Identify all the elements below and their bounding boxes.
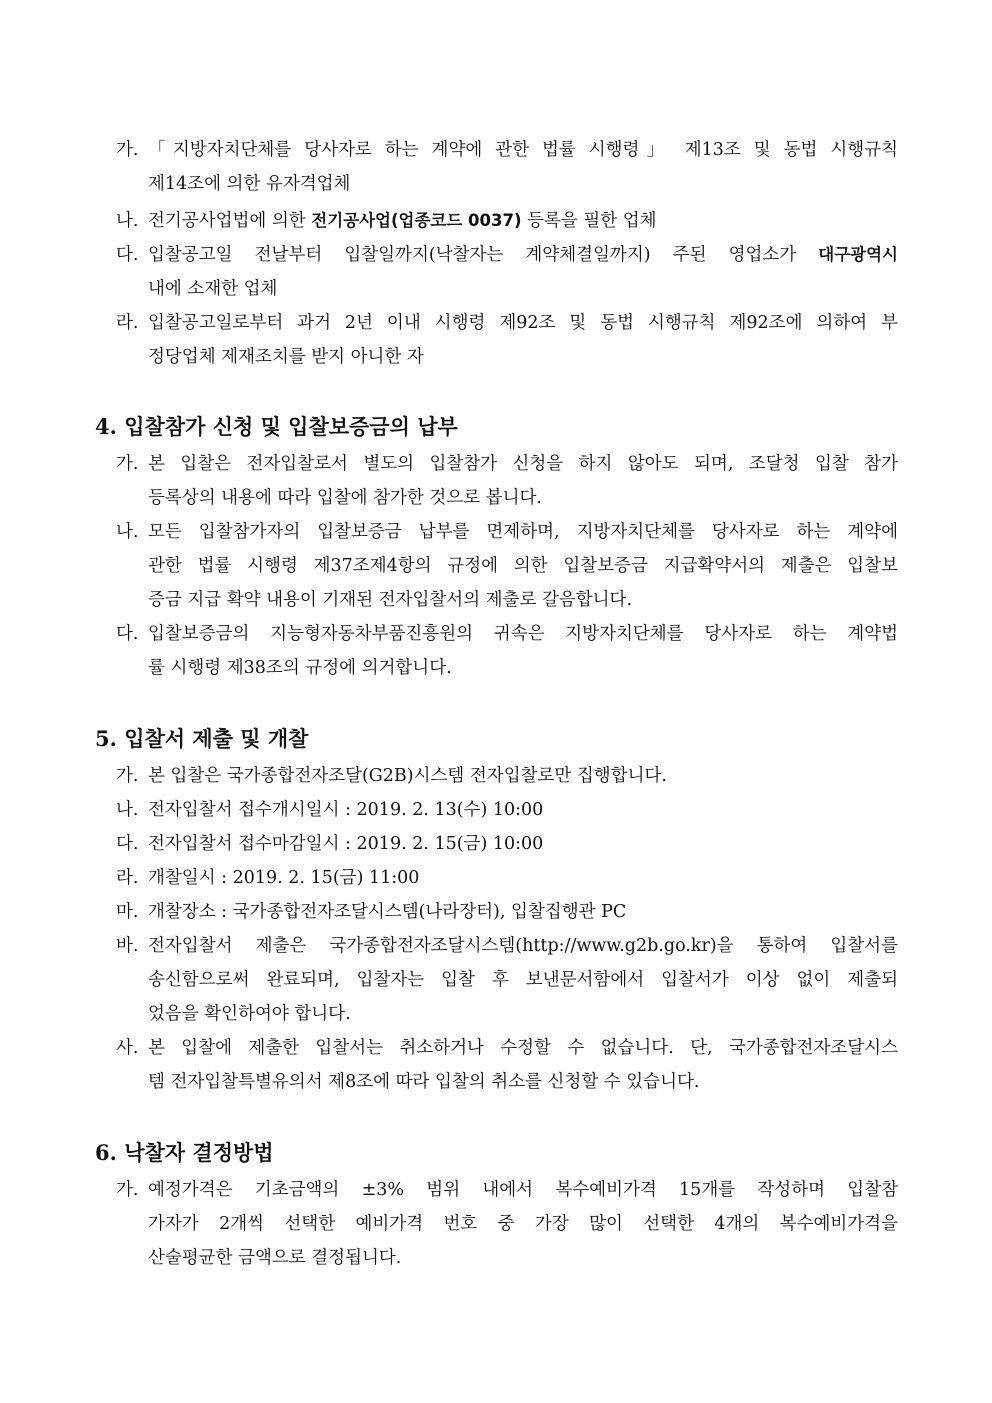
item-text-cont: 등록상의 내용에 따라 입찰에 참가한 것으로 봅니다. [148, 488, 542, 508]
s5-item-sa [116, 1031, 898, 1099]
item-text-cont: 었음을 확인하여야 합니다. [148, 1004, 351, 1024]
item-label: 가. [116, 454, 139, 474]
item-text-cont: 증금 지급 확약 내용이 기재된 전자입찰서의 제출로 갈음합니다. [148, 590, 633, 610]
item-text-cont: 내에 소재한 업체 [148, 279, 278, 299]
item-text: 전자입찰서 제출은 국가종합전자조달시스템(http://www.g2b.go.kr)을 통하여 입찰서를 [148, 936, 898, 956]
item-text: 전기공사업법에 의한 전기공사업(업종코드 0037) 등록을 필한 업체 [148, 211, 657, 231]
item-label: 마. [116, 902, 139, 922]
s5-item-na [116, 793, 898, 827]
item-text: 개찰일시 : 2019. 2. 15(금) 11:00 [148, 868, 420, 888]
item-text: 본 입찰은 국가종합전자조달(G2B)시스템 전자입찰로만 집행합니다. [148, 766, 667, 786]
item-text: 모든 입찰참가자의 입찰보증금 납부를 면제하며, 지방자치단체를 당사자로 하는 계약에 [148, 522, 898, 542]
s4-item-ga [116, 447, 898, 515]
item-text: 개찰장소 : 국가종합전자조달시스템(나라장터), 입찰집행관 PC [148, 902, 627, 922]
item-text: 전자입찰서 접수마감일시 : 2019. 2. 15(금) 10:00 [148, 834, 544, 854]
item-text: 본 입찰은 전자입찰로서 별도의 입찰참가 신청을 하지 않아도 되며, 조달청 입찰 참가 [148, 454, 898, 474]
item-text: 예정가격은 기초금액의 ±3% 범위 내에서 복수예비가격 15개를 작성하며 입찰참 [148, 1180, 898, 1200]
item-text-cont: 률 시행령 제38조의 규정에 의거합니다. [148, 658, 452, 678]
bold-text: 전기공사업(업종코드 0037) [311, 211, 522, 230]
bold-text: 대구광역시 [818, 245, 898, 264]
item-label: 가. [116, 1180, 139, 1200]
section-4-title: 4. 입찰참가 신청 및 입찰보증금의 납부 [95, 414, 458, 439]
item-text: 「지방자치단체를 당사자로 하는 계약에 관한 법률 시행령」 제13조 및 동법 시행규칙 [148, 140, 898, 160]
item-label: 라. [116, 868, 139, 888]
item-label: 나. [116, 211, 139, 231]
s5-item-ma [116, 895, 898, 929]
item-text-cont: 제14조에 의한 유자격업체 [148, 174, 351, 194]
s3-item-da [116, 238, 898, 306]
s3-item-ra [116, 306, 898, 374]
item-label: 라. [116, 313, 139, 333]
item-label: 가. [116, 766, 139, 786]
item-label: 바. [116, 936, 139, 956]
item-text: 입찰보증금의 지능형자동차부품진흥원의 귀속은 지방자치단체를 당사자로 하는 계약법 [148, 624, 898, 644]
item-text-cont: 관한 법률 시행령 제37조제4항의 규정에 의한 입찰보증금 지급확약서의 제출은 입찰보 [148, 556, 898, 576]
item-text-cont: 정당업체 제재조치를 받지 아니한 자 [148, 347, 424, 367]
s5-item-ga [116, 759, 898, 793]
s6-item-ga [116, 1173, 898, 1275]
item-label: 다. [116, 834, 139, 854]
section-6-title: 6. 낙찰자 결정방법 [95, 1140, 274, 1165]
section-5-title: 5. 입찰서 제출 및 개찰 [95, 726, 309, 751]
s4-item-da [116, 617, 898, 685]
item-text-cont: 가자가 2개씩 선택한 예비가격 번호 중 가장 많이 선택한 4개의 복수예비가격을 [148, 1214, 898, 1234]
item-label: 사. [116, 1038, 139, 1058]
item-text: 전자입찰서 접수개시일시 : 2019. 2. 13(수) 10:00 [148, 800, 544, 820]
item-label: 다. [116, 245, 139, 265]
item-text: 입찰공고일로부터 과거 2년 이내 시행령 제92조 및 동법 시행규칙 제92조에 의하여 부 [148, 313, 898, 333]
item-label: 다. [116, 624, 139, 644]
s5-item-ba [116, 929, 898, 1031]
item-text-cont: 산술평균한 금액으로 결정됩니다. [148, 1248, 402, 1268]
item-text-cont: 템 전자입찰특별유의서 제8조에 따라 입찰의 취소를 신청할 수 있습니다. [148, 1072, 700, 1092]
s3-item-ga [116, 133, 898, 201]
item-text: 입찰공고일 전날부터 입찰일까지(낙찰자는 계약체결일까지) 주된 영업소가 대구광역시 [148, 245, 898, 265]
item-text-cont: 송신함으로써 완료되며, 입찰자는 입찰 후 보낸문서함에서 입찰서가 이상 없이 제출되 [148, 970, 898, 990]
s5-item-da [116, 827, 898, 861]
item-text: 본 입찰에 제출한 입찰서는 취소하거나 수정할 수 없습니다. 단, 국가종합전자조달시스 [148, 1038, 898, 1058]
s5-item-ra [116, 861, 898, 895]
item-label: 나. [116, 522, 139, 542]
item-label: 나. [116, 800, 139, 820]
item-label: 가. [116, 140, 139, 160]
s3-item-na [116, 204, 898, 238]
s4-item-na [116, 515, 898, 617]
